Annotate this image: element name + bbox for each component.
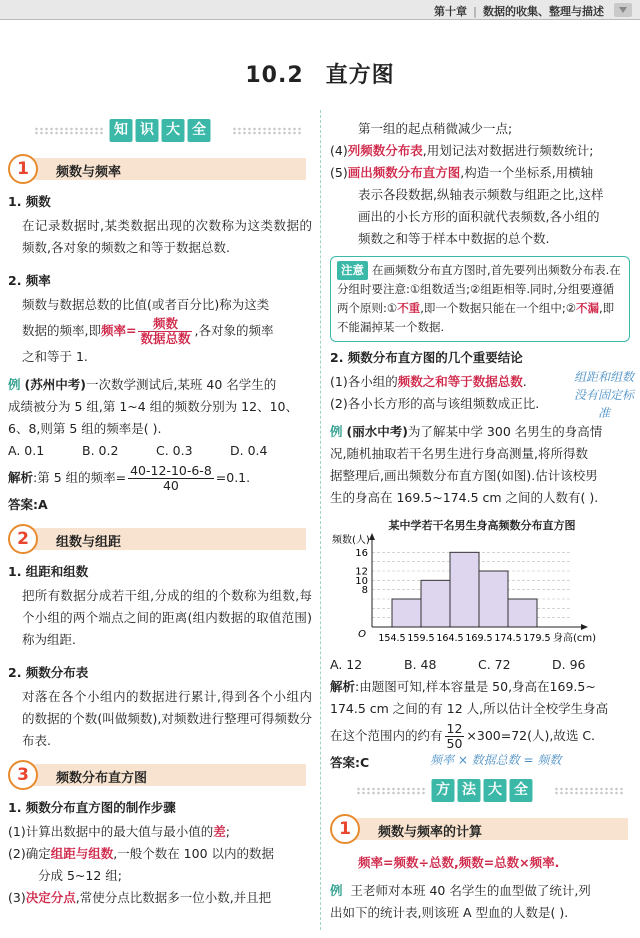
- subheading: 1. 频数: [8, 194, 51, 209]
- subheading: 2. 频率: [8, 273, 51, 288]
- text-line: 成绩被分为 5 组,第 1~4 组的频数分别为 12、10、: [8, 399, 298, 414]
- solution-label: 解析: [330, 679, 356, 694]
- text-span: 在画频数分布直方图时,首先要列出频数分布表.在分组时要注意:①组数适当;②组距相等.同时,分组要遵循两个原则:①: [337, 263, 621, 315]
- text-line: 频数之和等于样本中数据的总个数.: [358, 231, 550, 246]
- text-line: 表示各段数据,纵轴表示频数与组距之比,这样: [358, 187, 604, 202]
- note-box: [330, 256, 630, 342]
- x-axis-label: 身高(cm): [553, 633, 597, 644]
- section-label: 频数分布直方图: [56, 771, 148, 786]
- text-line: 据整理后,画出频数分布直方图(如图).估计该校男: [330, 468, 598, 483]
- text-span: 一次数学测试后,某班 40 名学生的: [85, 377, 277, 392]
- section-label: 频数与频率: [56, 165, 122, 180]
- banner-char: 全: [188, 119, 211, 142]
- text-span: ;: [225, 824, 230, 839]
- chevron-down-icon[interactable]: [614, 3, 632, 17]
- text-line: 第一组的起点稍微减少一点;: [358, 121, 513, 136]
- origin-label: O: [358, 629, 366, 640]
- solution-fraction: [128, 464, 214, 493]
- paragraph: 在记录数据时,某类数据出现的次数称为这类数据的频数,各对象的频数之和等于数据总数.: [22, 218, 312, 255]
- section-title: 直方图: [325, 63, 395, 88]
- banner-char: 全: [510, 779, 533, 802]
- banner-char: 法: [458, 779, 481, 802]
- step-2: [8, 843, 312, 865]
- histogram-chart: [330, 533, 630, 651]
- step-4: [330, 140, 634, 162]
- y-axis-arrow: [369, 533, 375, 540]
- histogram-bar: [450, 552, 479, 627]
- x-tick-label: 154.5: [378, 633, 406, 644]
- banner-char: 知: [110, 119, 133, 142]
- column-divider: [320, 110, 321, 930]
- option: B. 0.2: [82, 443, 119, 458]
- example-1: [8, 374, 312, 516]
- text-span: ,用划记法对数据进行频数统计;: [422, 143, 594, 158]
- text-span: (5): [330, 165, 348, 180]
- histogram-bar: [392, 599, 421, 627]
- text-line: 况,随机抽取若干名男生进行身高测量,将所得数: [330, 446, 588, 461]
- example-label: 例: [330, 424, 343, 439]
- subheading: 1. 频数分布直方图的制作步骤: [8, 800, 176, 815]
- y-tick-label: 10: [355, 575, 368, 587]
- page-title: [0, 58, 640, 89]
- formula-label: 频率=: [100, 323, 137, 338]
- text-span: (1)计算出数据中的最大值与最小值的: [8, 824, 214, 839]
- x-tick-label: 169.5: [465, 633, 493, 644]
- answer: 答案:C: [330, 755, 370, 770]
- text-span: 为了解某中学 300 名男生的身高情: [407, 424, 603, 439]
- text-span: ,各对象的频率: [194, 323, 274, 338]
- section-number-badge: 2: [8, 524, 38, 554]
- step-5: [330, 162, 634, 184]
- banner-char: 方: [432, 779, 455, 802]
- frequency-definition: [8, 294, 312, 368]
- histogram-bar: [479, 571, 508, 627]
- step-1: [8, 821, 312, 843]
- text-line: [22, 316, 312, 346]
- example-label: 例: [8, 377, 21, 392]
- numerator: 40-12-10-6-8: [130, 463, 212, 478]
- text-span: 王老师对本班 40 名学生的血型做了统计,列: [350, 883, 591, 898]
- section-label: 频数与频率的计算: [378, 825, 483, 840]
- note-tag: 注意: [337, 261, 368, 280]
- answer-options: [8, 440, 312, 462]
- option: D. 96: [552, 657, 586, 672]
- text-span: ,常使分点比数据多一位小数,并且把: [75, 890, 272, 905]
- section-number-badge: 3: [8, 760, 38, 790]
- text-span: ,即不能漏掉某一个数据.: [337, 301, 615, 334]
- subheading: 2. 频数分布表: [8, 665, 89, 680]
- running-header: [0, 0, 640, 20]
- x-axis-arrow: [581, 624, 588, 630]
- x-tick-label: 174.5: [494, 633, 522, 644]
- highlight: 不漏: [576, 301, 600, 315]
- y-axis-label: 频数(人): [332, 535, 370, 546]
- section-header-1: [8, 154, 312, 182]
- text-line: 频数与数据总数的比值(或者百分比)称为这类: [22, 297, 270, 312]
- paragraph: 对落在各个小组内的数据进行累计,得到各个小组内的数据的个数(叫做频数),对频数进行整理可得频数分布表.: [22, 689, 312, 748]
- text-span: ,即一个数据只能在一个组中;②: [420, 301, 577, 315]
- text-line: 生的身高在 169.5~174.5 cm 之间的人数有( ).: [330, 490, 599, 505]
- y-tick-label: 12: [355, 566, 368, 578]
- chart-title: 某中学若干名男生身高频数分布直方图: [388, 519, 576, 532]
- numerator: 12: [446, 721, 463, 736]
- method-formula: 频率=频数÷总数,频数=总数×频率.: [358, 855, 560, 870]
- example-label: 例: [330, 883, 343, 898]
- example-source: (苏州中考): [24, 377, 86, 392]
- denominator: 40: [162, 478, 179, 493]
- y-tick-label: 8: [361, 585, 368, 597]
- text-line: 画出的小长方形的面积就代表频数,各小组的: [358, 209, 600, 224]
- text-span: .: [522, 374, 527, 389]
- highlight: 画出频数分布直方图: [347, 165, 461, 180]
- section-label: 组数与组距: [56, 535, 122, 550]
- x-tick-label: 164.5: [436, 633, 464, 644]
- option: A. 12: [330, 657, 363, 672]
- answer: 答案:A: [8, 497, 48, 512]
- text-span: ×300=72(人),故选 C.: [466, 728, 596, 743]
- highlight: 不重: [397, 301, 421, 315]
- x-tick-label: 159.5: [407, 633, 435, 644]
- solution-fraction: [445, 722, 465, 751]
- left-column: [8, 118, 312, 909]
- section-number: 10.2: [245, 63, 304, 88]
- text-span: (4): [330, 143, 348, 158]
- header-chapter-title: 数据的收集、整理与描述: [483, 5, 604, 18]
- solution: [330, 676, 634, 698]
- denominator: 50: [446, 736, 463, 751]
- section-header-3: [8, 760, 312, 788]
- highlight: 差: [213, 824, 226, 839]
- section-number-badge: 1: [330, 814, 360, 844]
- text-span: (3): [8, 890, 26, 905]
- handwritten-note: 组距和组数没有固定标准: [573, 370, 634, 420]
- header-text: 第十章 | 数据的收集、整理与描述: [433, 5, 604, 18]
- solution-label: 解析: [8, 470, 34, 485]
- text-span: 数据的频率,即: [22, 323, 101, 338]
- section-number-badge: 1: [8, 154, 38, 184]
- y-tick-label: 16: [355, 547, 368, 559]
- text-span: 在这个范围内的约有: [330, 728, 443, 743]
- x-tick-label: 179.5: [523, 633, 551, 644]
- numerator: 频数: [138, 317, 192, 332]
- histogram-bar: [421, 580, 450, 627]
- text-span: (1)各小组的: [330, 374, 398, 389]
- example-source: (丽水中考): [346, 424, 408, 439]
- option: D. 0.4: [230, 443, 268, 458]
- paragraph: 把所有数据分成若干组,分成的组的个数称为组数,每个小组的两个端点之间的距离(组内数据的取值范围)称为组距.: [22, 588, 312, 647]
- knowledge-banner: [8, 118, 312, 144]
- right-column: [330, 118, 634, 924]
- option: B. 48: [404, 657, 437, 672]
- highlight: 列频数分布表: [347, 143, 423, 158]
- method-header-1: [330, 814, 634, 842]
- histogram-bar: [508, 599, 537, 627]
- highlight: 组距与组数: [50, 846, 114, 861]
- option: A. 0.1: [8, 443, 45, 458]
- text-span: ,一般个数在 100 以内的数据: [113, 846, 275, 861]
- text-line: [330, 720, 634, 752]
- section-header-2: [8, 524, 312, 552]
- banner-char: 大: [484, 779, 507, 802]
- formula-fraction: [138, 317, 192, 346]
- subheading: 2. 频数分布直方图的几个重要结论: [330, 350, 523, 365]
- text-span: :由题图可知,样本容量是 50,身高在169.5~: [355, 679, 596, 694]
- method-banner: [330, 778, 634, 804]
- denominator: 数据总数: [140, 331, 191, 346]
- highlight: 频数之和等于数据总数: [397, 374, 523, 389]
- option: C. 72: [478, 657, 511, 672]
- text-span: ,构造一个坐标系,用横轴: [460, 165, 594, 180]
- text-line: 174.5 cm 之间的有 12 人,所以估计全校学生身高: [330, 701, 609, 716]
- highlight: 决定分点: [25, 890, 76, 905]
- subheading: 1. 组距和组数: [8, 564, 89, 579]
- text-line: 出如下的统计表,则该班 A 型血的人数是( ).: [330, 905, 569, 920]
- text-line: 分成 5~12 组;: [38, 868, 122, 883]
- solution: [8, 462, 312, 494]
- banner-char: 大: [162, 119, 185, 142]
- header-chapter: 第十章: [433, 5, 467, 18]
- text-span: (2)确定: [8, 846, 51, 861]
- text-line: 6、8,则第 5 组的频率是( ).: [8, 421, 162, 436]
- text-line: 之和等于 1.: [22, 349, 88, 364]
- option: C. 0.3: [156, 443, 193, 458]
- banner-char: 识: [136, 119, 159, 142]
- conclusion-2: (2)各小长方形的高与该组频数成正比.: [330, 396, 540, 411]
- answer-options: [330, 654, 634, 676]
- step-3: [8, 887, 312, 909]
- handwritten-formula-note: 频率 × 数据总数 = 频数: [430, 753, 562, 767]
- text-span: :第 5 组的频率=: [33, 470, 127, 485]
- text-span: =0.1.: [215, 470, 251, 485]
